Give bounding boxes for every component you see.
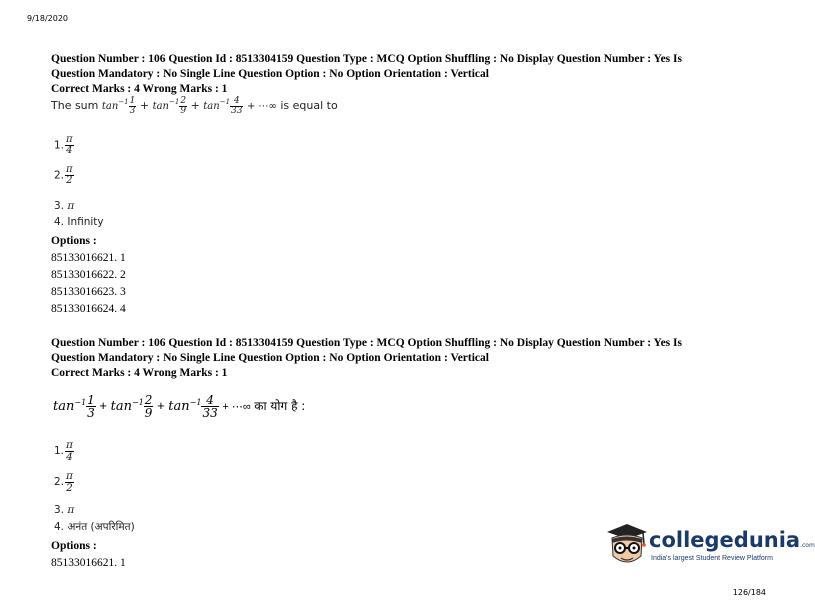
mascot-icon xyxy=(603,522,649,572)
q1-header-line1: Question Number : 106 Question Id : 8513304159 Question Type : MCQ Option Shuffling : No Display Question Number : Yes Is xyxy=(51,53,682,65)
q2-header xyxy=(51,336,751,381)
q2-option-3: 3. π xyxy=(54,504,75,516)
q1-term3: $\tan^{-1}$ $\frac{4}{33}$ xyxy=(203,96,243,116)
q2-question xyxy=(53,394,305,419)
q1-option-3: 3. π xyxy=(54,200,75,212)
plus-sign: + xyxy=(139,99,150,112)
q2-option-2: 2. $\frac{\pi}{2}$ xyxy=(54,470,73,494)
q1-option-1: 1. $\frac{\pi}{4}$ xyxy=(54,134,73,156)
q2-question-suffix: का योग है : xyxy=(254,399,306,413)
option-id: 85133016624. 4 xyxy=(51,303,126,315)
q2-term3: $\tan^{-1}$ $\frac{4}{33}$ xyxy=(168,393,218,420)
q2-options-label: Options : xyxy=(51,540,97,552)
q1-question xyxy=(51,97,338,116)
q2-term2: $\tan^{-1}$ $\frac{2}{9}$ xyxy=(110,393,153,420)
q1-term1: $\tan^{-1}$ $\frac{1}{3}$ xyxy=(101,96,136,116)
q1-header xyxy=(51,52,751,97)
plus-sign: + xyxy=(99,398,108,413)
q1-tail: + ⋯∞ xyxy=(246,101,277,112)
collegedunia-logo xyxy=(603,522,815,572)
q1-option-2: 2. $\frac{\pi}{2}$ xyxy=(54,164,73,186)
option-id: 85133016621. 1 xyxy=(51,557,126,569)
q1-option-4: 4. Infinity xyxy=(54,216,104,228)
page-number: 126/184 xyxy=(732,588,766,597)
plus-sign: + xyxy=(190,99,200,112)
plus-sign: + xyxy=(157,398,165,413)
q1-term2: $\tan^{-1}$ $\frac{2}{9}$ xyxy=(152,96,187,116)
q1-header-line2: Question Mandatory : No Single Line Question Option : No Option Orientation : Vertical xyxy=(51,68,489,80)
q1-marks: Correct Marks : 4 Wrong Marks : 1 xyxy=(51,83,228,95)
option-id: 85133016623. 3 xyxy=(51,286,126,298)
print-date: 9/18/2020 xyxy=(27,14,69,23)
logo-tagline: India's largest Student Review Platform xyxy=(651,555,773,562)
q1-question-suffix: is equal to xyxy=(280,99,338,112)
option-id: 85133016622. 2 xyxy=(51,269,126,281)
option-id: 85133016621. 1 xyxy=(51,252,126,264)
q2-tail: + ⋯∞ xyxy=(222,401,251,413)
q1-question-prefix: The sum xyxy=(51,99,99,112)
q2-term1: $\tan^{-1}$ $\frac{1}{3}$ xyxy=(53,393,95,420)
q1-option-ids xyxy=(51,250,126,318)
q2-option-1: 1. $\frac{\pi}{4}$ xyxy=(54,439,73,463)
q2-marks: Correct Marks : 4 Wrong Marks : 1 xyxy=(51,367,228,379)
logo-wordmark: collegedunia.com xyxy=(649,528,815,552)
q1-options-label: Options : xyxy=(51,235,97,247)
q2-option-ids xyxy=(51,555,126,572)
q2-header-line1: Question Number : 106 Question Id : 8513304159 Question Type : MCQ Option Shuffling : No Display Question Number : Yes Is xyxy=(51,337,682,349)
q2-header-line2: Question Mandatory : No Single Line Question Option : No Option Orientation : Vertical xyxy=(51,352,489,364)
q2-option-4: 4. अनंत (अपरिमित) xyxy=(54,521,135,533)
